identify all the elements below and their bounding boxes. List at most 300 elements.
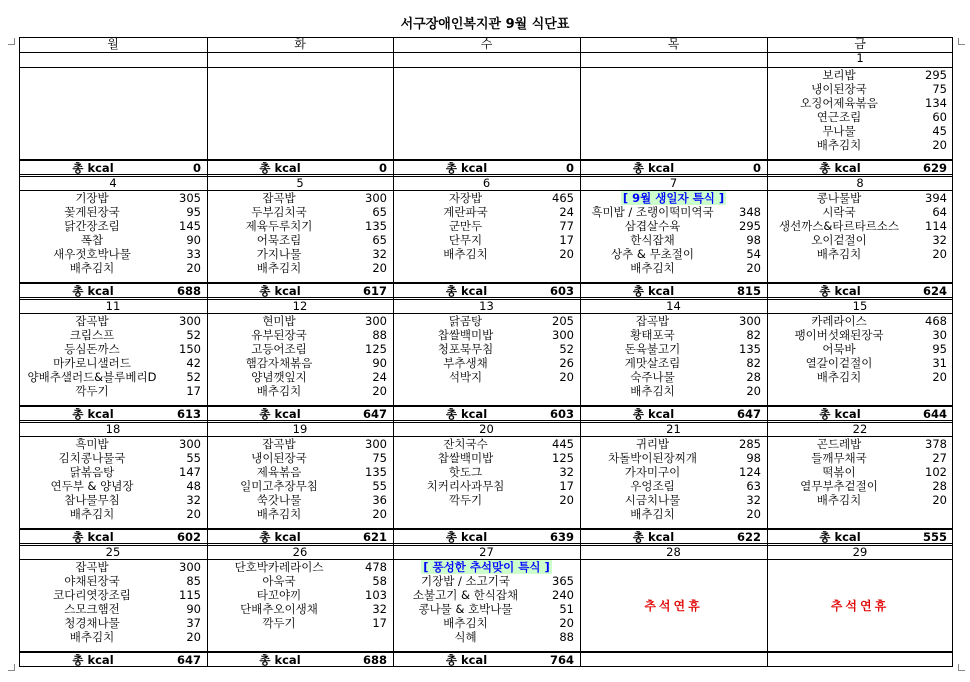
menu-item-name: 닭간장조림 (64, 219, 120, 233)
menu-item-name: 흑미밥 (75, 437, 109, 451)
menu-item-kcal: 17 (186, 384, 201, 398)
menu-item-kcal: 17 (559, 479, 574, 493)
menu-item (19, 328, 207, 342)
total-kcal-value: 603 (549, 407, 574, 421)
menu-item-name: 햄감자채볶음 (245, 356, 313, 370)
menu-item (393, 465, 580, 479)
menu-item (580, 451, 767, 465)
menu-item-kcal: 88 (559, 630, 574, 644)
menu-item (767, 342, 953, 356)
menu-item (19, 247, 207, 261)
total-kcal-value: 622 (736, 530, 761, 544)
total-kcal-label: 총 kcal (259, 530, 301, 544)
menu-item-kcal: 82 (746, 356, 761, 370)
menu-item (767, 233, 953, 247)
menu-item-kcal: 300 (739, 314, 761, 328)
total-kcal-row (393, 284, 580, 298)
menu-item-name: 어묵조림 (256, 233, 302, 247)
weekday-header: 금 (854, 37, 866, 51)
menu-item-name: 배추김치 (69, 261, 115, 275)
day-number: 22 (852, 422, 868, 436)
menu-item-kcal: 300 (179, 314, 201, 328)
menu-item-name: 꽃게된장국 (64, 205, 120, 219)
total-kcal-value: 815 (736, 284, 761, 298)
meal-plan-table (19, 37, 953, 667)
menu-item (207, 328, 393, 342)
menu-item-kcal: 95 (186, 205, 201, 219)
menu-item (19, 384, 207, 398)
menu-item-name: 우엉조림 (630, 479, 675, 493)
day-number (207, 52, 393, 65)
menu-item-kcal: 365 (552, 574, 574, 588)
menu-item-kcal: 20 (746, 507, 761, 521)
menu-item (393, 493, 580, 507)
menu-item-name: 상추 & 무초절이 (611, 247, 694, 261)
menu-item (393, 219, 580, 233)
total-kcal-label: 총 kcal (259, 161, 301, 175)
print-margin-mark (958, 38, 965, 45)
menu-item-kcal: 124 (739, 465, 761, 479)
total-kcal-row (19, 530, 207, 544)
menu-item-name: 열갈이겉절이 (805, 356, 873, 370)
menu-item-kcal: 54 (746, 247, 761, 261)
menu-item-kcal: 52 (559, 342, 574, 356)
menu-item-kcal: 135 (365, 219, 387, 233)
menu-item-name: 석박지 (448, 370, 483, 384)
day-number: 14 (666, 299, 681, 313)
total-kcal-label: 총 kcal (632, 284, 675, 298)
day-number: 5 (296, 176, 304, 190)
menu-item-name: 참나물무침 (64, 493, 120, 507)
menu-item-kcal: 32 (372, 247, 387, 261)
menu-item (207, 560, 393, 574)
menu-item-kcal: 20 (372, 261, 387, 275)
menu-item-name: 오이겉절이 (811, 233, 867, 247)
total-kcal-value: 688 (176, 284, 201, 298)
menu-item-kcal: 20 (746, 384, 761, 398)
menu-item-kcal: 90 (372, 356, 387, 370)
menu-item-kcal: 82 (746, 328, 761, 342)
menu-item-kcal: 103 (365, 588, 387, 602)
total-kcal-label: 총 kcal (72, 161, 114, 175)
total-kcal-value: 603 (549, 284, 574, 298)
total-kcal-label: 총 kcal (72, 407, 114, 421)
total-kcal-value: 617 (362, 284, 387, 298)
menu-item-name: 연두부 & 양념장 (50, 479, 134, 493)
total-kcal-row (207, 161, 393, 175)
menu-item-kcal: 115 (179, 588, 201, 602)
menu-item (580, 465, 767, 479)
menu-item-name: 곤드레밥 (816, 437, 862, 451)
menu-item (580, 437, 767, 451)
menu-item-name: 제육두루치기 (245, 219, 313, 233)
total-kcal-value: 621 (362, 530, 387, 544)
total-kcal-row (767, 407, 953, 421)
total-kcal-label: 총 kcal (259, 653, 301, 667)
weekday-header: 화 (294, 37, 306, 51)
menu-item-kcal: 37 (186, 616, 201, 630)
menu-item-name: 냉이된장국 (811, 82, 867, 96)
menu-item (19, 314, 207, 328)
menu-item (19, 219, 207, 233)
menu-item-kcal: 32 (932, 233, 947, 247)
menu-item (19, 630, 207, 644)
menu-item-name: 소불고기 & 한식잡채 (412, 588, 519, 602)
special-meal-label: [ 9월 생일자 특식 ] (622, 191, 725, 205)
menu-item (580, 205, 767, 219)
menu-item (19, 191, 207, 205)
menu-item (207, 342, 393, 356)
total-kcal-label: 총 kcal (445, 653, 488, 667)
menu-item-name: 기장밥 (75, 191, 109, 205)
menu-item (207, 451, 393, 465)
menu-item-kcal: 32 (746, 493, 761, 507)
menu-item (393, 479, 580, 493)
menu-item-kcal: 468 (925, 314, 947, 328)
menu-item-name: 깍두기 (75, 384, 109, 398)
menu-item-kcal: 65 (372, 205, 387, 219)
weekday-header: 월 (107, 37, 119, 51)
menu-item-name: 귀리밥 (635, 437, 670, 451)
menu-item-kcal: 98 (746, 451, 761, 465)
menu-item-kcal: 28 (932, 479, 947, 493)
total-kcal-row (207, 653, 393, 667)
total-kcal-label: 총 kcal (445, 161, 488, 175)
menu-item-kcal: 20 (932, 493, 947, 507)
day-number: 19 (292, 422, 308, 436)
menu-item-kcal: 28 (746, 370, 761, 384)
menu-item (393, 451, 580, 465)
menu-item (393, 437, 580, 451)
menu-item-kcal: 285 (739, 437, 761, 451)
menu-item (207, 314, 393, 328)
total-kcal-row (767, 161, 953, 175)
menu-item-kcal: 300 (179, 560, 201, 574)
menu-item-kcal: 20 (559, 616, 574, 630)
menu-item-name: 유부된장국 (251, 328, 307, 342)
menu-item (207, 588, 393, 602)
total-kcal-row (207, 407, 393, 421)
menu-item (207, 507, 393, 521)
menu-item-name: 군만두 (448, 219, 483, 233)
menu-item-name: 일미고추장무침 (240, 479, 318, 493)
menu-item-kcal: 20 (559, 493, 574, 507)
menu-item (19, 479, 207, 493)
total-kcal-row (767, 530, 953, 544)
menu-item-name: 열무부추겉절이 (800, 479, 878, 493)
total-kcal-label: 총 kcal (259, 407, 301, 421)
menu-item-kcal: 348 (739, 205, 761, 219)
menu-item (207, 370, 393, 384)
menu-item (393, 314, 580, 328)
menu-item-kcal: 135 (739, 342, 761, 356)
menu-item (767, 205, 953, 219)
total-kcal-row (19, 653, 207, 667)
menu-item-kcal: 134 (925, 96, 947, 110)
menu-item-kcal: 32 (372, 602, 387, 616)
menu-item (580, 247, 767, 261)
menu-item-kcal: 33 (186, 247, 201, 261)
menu-item-kcal: 20 (559, 247, 574, 261)
menu-item (207, 465, 393, 479)
total-kcal-label: 총 kcal (632, 161, 675, 175)
holiday-notice: 추석연휴 (830, 599, 890, 613)
menu-item-kcal: 20 (186, 630, 201, 644)
menu-item-name: 한식잡채 (630, 233, 675, 247)
menu-item-name: 배추김치 (630, 384, 675, 398)
menu-item-kcal: 20 (932, 370, 947, 384)
menu-item-name: 두부김치국 (251, 205, 307, 219)
menu-item-name: 무나물 (822, 124, 856, 138)
menu-item-name: 찹쌀백미밥 (437, 328, 494, 342)
menu-item (207, 261, 393, 275)
menu-item-kcal: 205 (552, 314, 574, 328)
menu-item-name: 양배추샐러드&블루베리D (27, 370, 157, 384)
menu-item-kcal: 51 (559, 602, 574, 616)
menu-item-kcal: 300 (365, 314, 387, 328)
menu-item (393, 602, 580, 616)
menu-item-name: 차돌박이된장찌개 (608, 451, 697, 465)
total-kcal-row (580, 407, 767, 421)
menu-item-kcal: 31 (932, 356, 947, 370)
menu-item (767, 138, 953, 152)
total-kcal-label: 총 kcal (72, 284, 114, 298)
menu-item (767, 82, 953, 96)
menu-item-kcal: 36 (372, 493, 387, 507)
menu-item-kcal: 60 (932, 110, 947, 124)
menu-item-name: 생선까스&타르타르소스 (778, 219, 900, 233)
day-number: 15 (852, 299, 868, 313)
menu-item-kcal: 20 (932, 247, 947, 261)
menu-item-name: 어묵바 (822, 342, 856, 356)
menu-item-name: 닭볶음탕 (69, 465, 115, 479)
total-kcal-row (207, 284, 393, 298)
menu-item (19, 370, 207, 384)
total-kcal-value: 624 (922, 284, 947, 298)
day-number: 11 (105, 299, 121, 313)
print-margin-mark (958, 664, 965, 671)
print-margin-mark (8, 38, 15, 45)
menu-item (580, 356, 767, 370)
menu-item-name: 배추김치 (256, 384, 302, 398)
menu-item-kcal: 26 (559, 356, 574, 370)
weekday-header: 목 (667, 37, 680, 51)
menu-item-name: 찹쌀백미밥 (437, 451, 494, 465)
menu-item-name: 양념깻잎지 (251, 370, 307, 384)
total-kcal-value: 0 (752, 161, 761, 175)
total-kcal-row (580, 161, 767, 175)
total-kcal-row (207, 530, 393, 544)
menu-item (767, 356, 953, 370)
day-number: 13 (479, 299, 494, 313)
menu-item (767, 247, 953, 261)
menu-item (19, 616, 207, 630)
total-kcal-row (19, 161, 207, 175)
menu-item-name: 청포묵무침 (437, 342, 494, 356)
day-number: 4 (109, 176, 117, 190)
total-kcal-label: 총 kcal (445, 284, 488, 298)
menu-item (19, 205, 207, 219)
total-kcal-value: 0 (565, 161, 574, 175)
menu-item-kcal: 300 (552, 328, 574, 342)
day-number: 21 (666, 422, 681, 436)
menu-item-name: 청경채나물 (64, 616, 120, 630)
menu-item-name: 배추김치 (630, 507, 675, 521)
menu-item (767, 68, 953, 82)
menu-item-name: 야채된장국 (64, 574, 120, 588)
menu-item-kcal: 88 (372, 328, 387, 342)
menu-item-kcal: 42 (186, 356, 201, 370)
menu-item-name: 마카로니샐러드 (53, 356, 131, 370)
menu-item (393, 616, 580, 630)
menu-item (580, 479, 767, 493)
total-kcal-value: 647 (736, 407, 761, 421)
menu-item-name: 배추김치 (816, 138, 862, 152)
menu-item (767, 96, 953, 110)
menu-item-kcal: 240 (552, 588, 574, 602)
menu-item (767, 191, 953, 205)
menu-item-name: 배추김치 (816, 247, 862, 261)
menu-item-name: 콩나물 & 호박나물 (418, 602, 513, 616)
menu-item (207, 437, 393, 451)
menu-item (767, 328, 953, 342)
menu-item-name: 들깨무채국 (811, 451, 867, 465)
total-kcal-row (393, 407, 580, 421)
menu-item-name: 오징어제육볶음 (800, 96, 878, 110)
day-number: 6 (482, 176, 491, 190)
menu-item-kcal: 90 (186, 233, 201, 247)
menu-item-name: 깍두기 (448, 493, 483, 507)
total-kcal-value: 629 (922, 161, 947, 175)
menu-item (767, 219, 953, 233)
menu-item-name: 황태포국 (630, 328, 675, 342)
menu-item-kcal: 145 (179, 219, 201, 233)
menu-item (580, 342, 767, 356)
menu-item-kcal: 147 (179, 465, 201, 479)
menu-item-kcal: 20 (932, 138, 947, 152)
menu-item-kcal: 20 (186, 261, 201, 275)
menu-item-name: 현미밥 (262, 314, 296, 328)
menu-item-name: 쑥갓나물 (256, 493, 302, 507)
menu-item (207, 219, 393, 233)
menu-item-name: 배추김치 (256, 261, 302, 275)
menu-item-kcal: 63 (746, 479, 761, 493)
menu-item-kcal: 58 (372, 574, 387, 588)
special-meal-banner (393, 560, 580, 574)
day-number: 12 (292, 299, 308, 313)
menu-item-kcal: 295 (739, 219, 761, 233)
menu-item-name: 카레라이스 (811, 314, 867, 328)
day-number: 25 (105, 545, 121, 559)
menu-item-kcal: 30 (932, 328, 947, 342)
menu-item (207, 574, 393, 588)
menu-item (580, 384, 767, 398)
day-number: 26 (292, 545, 308, 559)
menu-item-kcal: 77 (559, 219, 574, 233)
page-title: 서구장애인복지관 9월 식단표 (400, 17, 570, 32)
menu-item-name: 돈육불고기 (624, 342, 681, 356)
menu-item-kcal: 102 (925, 465, 947, 479)
total-kcal-label: 총 kcal (445, 407, 488, 421)
menu-item-kcal: 150 (179, 342, 201, 356)
menu-item-kcal: 55 (186, 451, 201, 465)
menu-item (393, 574, 580, 588)
day-number: 18 (105, 422, 121, 436)
menu-item (767, 465, 953, 479)
menu-item-kcal: 394 (925, 191, 947, 205)
menu-item-name: 단무지 (448, 233, 483, 247)
total-kcal-label: 총 kcal (819, 530, 861, 544)
menu-item-name: 흑미밥 / 조랭이떡미역국 (591, 205, 714, 219)
menu-item (580, 328, 767, 342)
menu-item-kcal: 20 (372, 384, 387, 398)
total-kcal-value: 0 (192, 161, 201, 175)
menu-item (207, 493, 393, 507)
menu-item-name: 숙주나물 (630, 370, 675, 384)
menu-item-kcal: 64 (932, 205, 947, 219)
menu-item-name: 잡곡밥 (635, 314, 670, 328)
menu-item-kcal: 90 (186, 602, 201, 616)
menu-item-kcal: 478 (365, 560, 387, 574)
menu-item-name: 제육볶음 (256, 465, 302, 479)
total-kcal-value: 602 (176, 530, 201, 544)
menu-item (580, 261, 767, 275)
menu-item-kcal: 32 (559, 465, 574, 479)
menu-item-name: 깍두기 (262, 616, 296, 630)
total-kcal-value: 688 (362, 653, 387, 667)
total-kcal-value: 764 (549, 653, 574, 667)
menu-item (19, 588, 207, 602)
menu-item-name: 시락국 (822, 205, 856, 219)
menu-item-kcal: 135 (365, 465, 387, 479)
menu-item-name: 코다리엿장조림 (53, 588, 131, 602)
menu-item (767, 479, 953, 493)
total-kcal-label: 총 kcal (819, 407, 861, 421)
menu-item-name: 잡곡밥 (262, 191, 296, 205)
day-number: 7 (669, 176, 678, 190)
menu-item-kcal: 85 (186, 574, 201, 588)
menu-item-name: 배추김치 (816, 493, 862, 507)
menu-item (19, 437, 207, 451)
special-meal-banner (580, 191, 767, 205)
menu-item-name: 아욱국 (262, 574, 296, 588)
menu-item-kcal: 300 (365, 191, 387, 205)
menu-item (207, 356, 393, 370)
menu-item-name: 잔치국수 (443, 437, 488, 451)
day-number: 29 (852, 545, 868, 559)
menu-item (393, 328, 580, 342)
menu-item-kcal: 300 (179, 437, 201, 451)
menu-item-name: 기장밥 / 소고기국 (421, 574, 510, 588)
menu-item (767, 493, 953, 507)
menu-item-kcal: 378 (925, 437, 947, 451)
menu-item (19, 560, 207, 574)
menu-item (207, 602, 393, 616)
menu-item (580, 314, 767, 328)
menu-item-kcal: 27 (932, 451, 947, 465)
menu-item-kcal: 295 (925, 68, 947, 82)
total-kcal-row (393, 161, 580, 175)
menu-item (207, 247, 393, 261)
menu-item (767, 437, 953, 451)
menu-item-name: 배추김치 (443, 616, 488, 630)
total-kcal-row (580, 530, 767, 544)
menu-item-kcal: 52 (186, 370, 201, 384)
day-number: 28 (666, 545, 681, 559)
total-kcal-value: 555 (922, 530, 947, 544)
menu-item-name: 떡볶이 (822, 465, 856, 479)
menu-item (207, 479, 393, 493)
